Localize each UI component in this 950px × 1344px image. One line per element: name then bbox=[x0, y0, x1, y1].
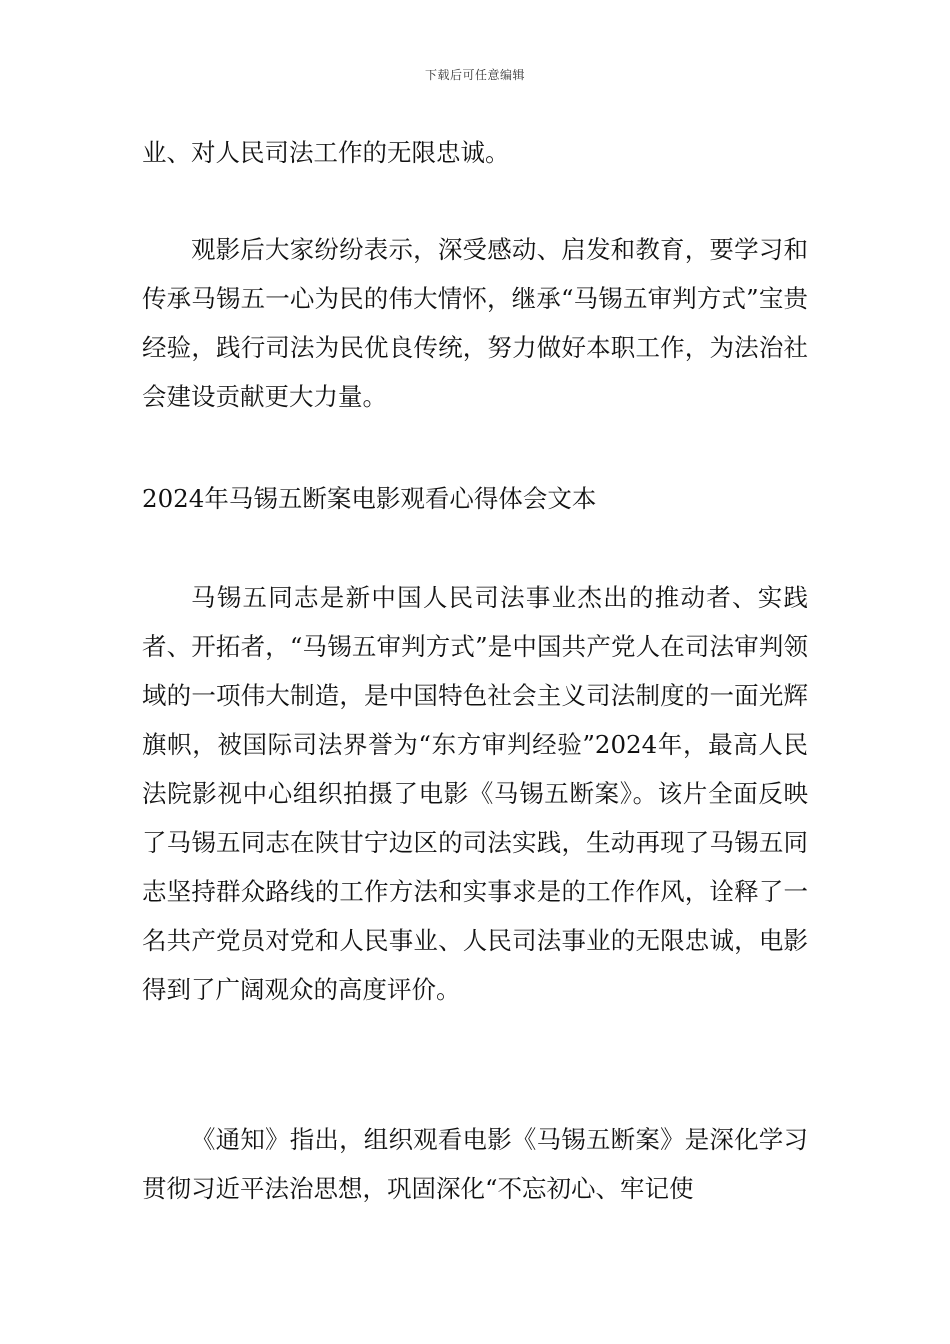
paragraph-ma-xiwu-intro: 马锡五同志是新中国人民司法事业杰出的推动者、实践者、开拓者，“马锡五审判方式”是中国共产党人在司法审判领域的一项伟大制造，是中国特色社会主义司法制度的一面光辉旗帜，被国际司法界誉为“东方审判经验”2024年，最高人民法院影视中心组织拍摄了电影《马锡五断案》。该片全面反映了马锡五同志在陕甘宁边区的司法实践，生动再现了马锡五同志坚持群众路线的工作方法和实事求是的工作作风，诠释了一名共产党员对党和人民事业、人民司法事业的无限忠诚，电影得到了广阔观众的高度评价。 bbox=[142, 583, 808, 1004]
paragraph-audience-response: 观影后大家纷纷表示，深受感动、启发和教育，要学习和传承马锡五一心为民的伟大情怀，继承“马锡五审判方式”宝贵经验，践行司法为民优良传统，努力做好本职工作，为法治社会建设贡献更大力量。 bbox=[142, 235, 808, 411]
paragraph-continued: 业、对人民司法工作的无限忠诚。 bbox=[142, 138, 510, 167]
paragraph-notice: 《通知》指出，组织观看电影《马锡五断案》是深化学习贯彻习近平法治思想，巩固深化“不忘初心、牢记使 bbox=[142, 1125, 808, 1203]
section-heading: 2024年马锡五断案电影观看心得体会文本 bbox=[142, 484, 597, 513]
page-header-note: 下载后可任意编辑 bbox=[424, 68, 525, 82]
